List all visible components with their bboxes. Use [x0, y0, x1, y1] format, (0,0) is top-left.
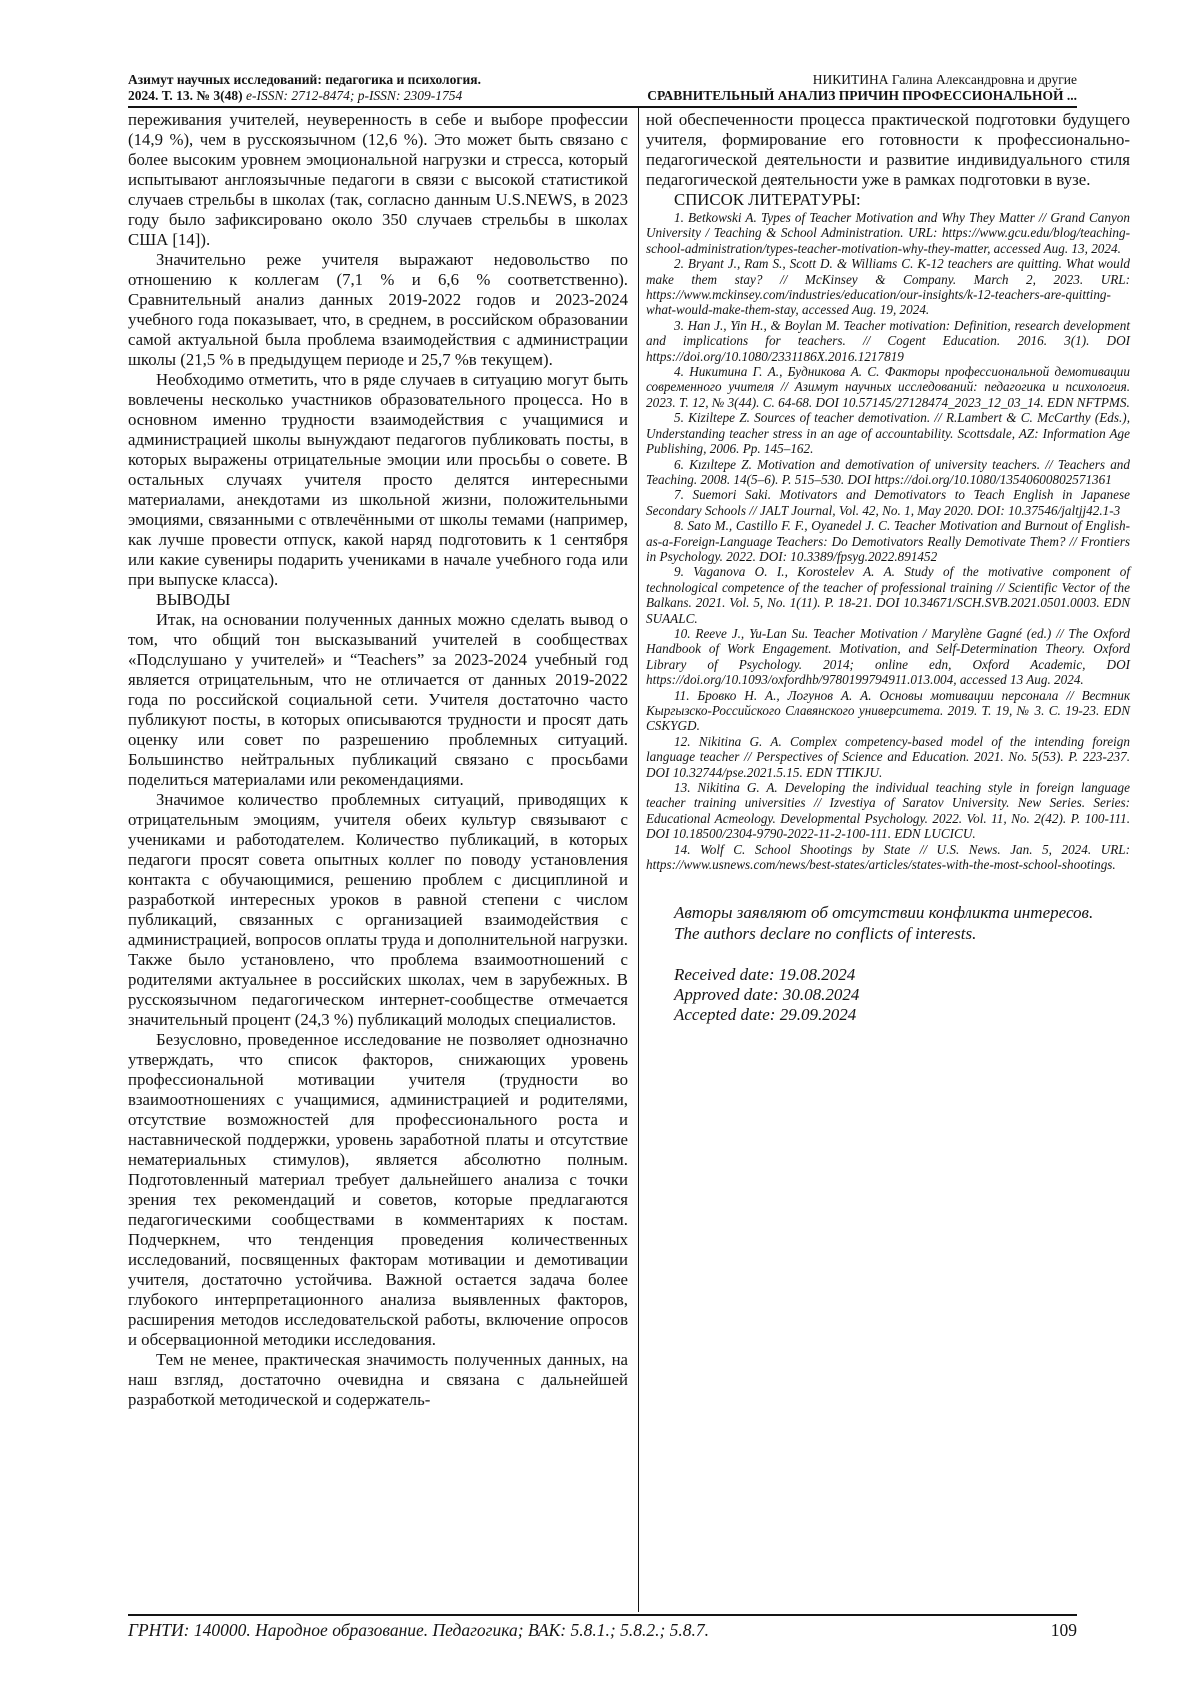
left-column [128, 110, 628, 1410]
article-title: СРАВНИТЕЛЬНЫЙ АНАЛИЗ ПРИЧИН ПРОФЕССИОНАЛЬНОЙ ... [647, 88, 1077, 103]
paragraph-3: Необходимо отметить, что в ряде случаев в ситуацию могут быть вовлечены несколько участников образовательного процесса. Но в основном именно трудности взаимодействия с учащимися и администрацией школы вынуждают педагогов публиковать посты, в которых выражены отрицательные эмоции или просьбы о совете. В остальных случаях учителя просто делятся интересными материалами, анекдотами из школьной жизни, положительными эмоциями, связанными с отвлечёнными от школы темами (например, как лучше провести отпуск, какой наряд подготовить к 1 сентября или какие сувениры подарить учениками в начале учебного года или при выпуске класса). [128, 370, 628, 589]
paragraph-5: Значимое количество проблемных ситуаций, приводящих к отрицательным эмоциям, учителя обеих культур связывают с учениками и работодателем. Количество публикаций, в которых педагоги просят совета опытных коллег по поводу установления контакта с обучающимися, решению проблем с дисциплиной и разработкой интересных уроков в равной степени с числом публикаций, связанных с организацией взаимодействия с администрацией, вопросов оплаты труда и дополнительной нагрузки. Также было установлено, что проблема взаимоотношений с родителями актуальнее в российских школах, чем в зарубежных. В русскоязычном педагогическом интернет-сообществе отмечается значительный процент (24,3 %) публикаций молодых специалистов. [128, 790, 628, 1029]
paragraph-1: переживания учителей, неуверенность в себе и выборе профессии (14,9 %), чем в русскоязычном (12,6 %). Это может быть связано с более высоким уровнем эмоциональной нагрузки и стресса, который испытывают англоязычные педагоги в связи с высокой статистикой случаев стрельбы в школах (так, согласно данным U.S.NEWS, в 2023 году было зафиксировано около 350 случаев стрельбы в школах США [14]). [128, 110, 628, 249]
journal-title: Азимут научных исследований: педагогика и психология. [128, 72, 481, 87]
article-authors: НИКИТИНА Галина Александровна и другие [812, 72, 1077, 87]
reference-item: 13. Nikitina G. A. Developing the individual teaching style in foreign language teacher training universities // Izvestiya of Saratov University. New Series. Series: Educational Acmeology. Developmental Psychology. 2022. Vol. 11, No. 2(42). P. 100-111. DOI 10.18500/2304-9790-2022-11-2-100-111. EDN LUCICU. [646, 780, 1130, 842]
column-divider [638, 108, 639, 1612]
references-list [646, 210, 1130, 872]
reference-item: 5. Kiziltepe Z. Sources of teacher demotivation. // R.Lambert & C. McCarthy (Eds.), Understanding teacher stress in an age of accountability. Scottsdale, AZ: Information Age Publishing, 2006. Pp. 145–162. [646, 410, 1130, 457]
paragraph-2: Значительно реже учителя выражают недовольство по отношению к коллегам (7,1 % и 6,6 % соответственно). Сравнительный анализ данных 2019-2022 годов и 2023-2024 учебного года показывает, что, в среднем, в российском образовании самой актуальной была проблема взаимодействия с администрации школы (21,5 % в предыдущем периоде и 25,7 %в текущем). [128, 250, 628, 369]
reference-item: 14. Wolf C. School Shootings by State // U.S. News. Jan. 5, 2024. URL: https://www.usnews.com/news/best-states/articles/states-with-the-most-school-shootings. [646, 841, 1130, 873]
references-heading: СПИСОК ЛИТЕРАТУРЫ: [674, 190, 861, 209]
reference-item: 12. Nikitina G. A. Complex competency-based model of the intending foreign language teacher // Perspectives of Science and Education. 2021. No. 5(53). P. 223-237. DOI 10.32744/pse.2021.5.15. EDN TTIKJU. [646, 733, 1130, 780]
article-dates [646, 965, 1130, 1025]
conflict-en: The authors declare no conflicts of interests. [674, 924, 977, 944]
reference-item: 11. Бровко Н. А., Логунов А. А. Основы мотивации персонала // Вестник Кыргызско-Российского Славянского университета. 2019. Т. 19, № 3. С. 19-23. EDN CSKYGD. [646, 687, 1130, 734]
reference-item: 10. Reeve J., Yu-Lan Su. Teacher Motivation / Marylène Gagné (ed.) // The Oxford Handbook of Work Engagement. Motivation, and Self-Determination Theory. Oxford Library of Psychology. 2014; online edn, Oxford Academic, DOI https://doi.org/10.1093/oxfordhb/9780199794911.013.004, accessed 13 Aug. 2024. [646, 625, 1130, 688]
accepted-date: Accepted date: 29.09.2024 [674, 1005, 857, 1025]
paragraph-4: Итак, на основании полученных данных можно сделать вывод о том, что общий тон высказываний учителей в сообществах «Подслушано у учителей» и “Teachers” за 2023-2024 учебный год является отрицательным, что не отличается от данных 2019-2022 года по российской социальной сети. Учителя достаточно часто публикуют посты, в которых описываются трудности и просят дать оценку или совет по разрешению проблемных ситуаций. Большинство нейтральных публикаций связано с просьбами поделиться материалами или рекомендациями. [128, 610, 628, 789]
header-divider [128, 106, 1077, 108]
conflict-statement [646, 902, 1130, 944]
approved-date: Approved date: 30.08.2024 [674, 985, 860, 1005]
footer-divider [128, 1614, 1077, 1616]
page-number: 109 [1050, 1620, 1077, 1640]
reference-item: 3. Han J., Yin H., & Boylan M. Teacher motivation: Definition, research development and implications for teachers. // Cogent Education. 2016. 3(1). DOI https://doi.org/10.1080/2331186X.2016.1217819 [646, 317, 1130, 364]
paragraph-continued: ной обеспеченности процесса практической подготовки будущего учителя, формирование его готовности к профессионально-педагогической деятельности и развитие индивидуального стиля педагогической деятельности уже в рамках подготовки в вузе. [646, 110, 1130, 189]
reference-item: 9. Vaganova O. I., Korostelev A. A. Study of the motivative component of technological competence of the teacher of professional training // Scientific Vector of the Balkans. 2021. Vol. 5, No. 1(11). P. 18-21. DOI 10.34671/SCH.SVB.2021.0501.0003. EDN SUAALC. [646, 564, 1130, 626]
reference-item: 7. Suemori Saki. Motivators and Demotivators to Teach English in Japanese Secondary Schools // JALT Journal, Vol. 42, No. 1, May 2020. DOI: 10.37546/jaltjj42.1-3 [646, 487, 1130, 518]
received-date: Received date: 19.08.2024 [674, 965, 856, 985]
reference-item: 8. Sato M., Castillo F. F., Oyanedel J. C. Teacher Motivation and Burnout of English-as-a-Foreign-Language Teachers: Do Demotivators Really Demotivate Them? // Frontiers in Psychology. 2022. DOI: 10.3389/fpsyg.2022.891452 [646, 518, 1130, 564]
paragraph-6: Безусловно, проведенное исследование не позволяет однозначно утверждать, что список факторов, снижающих уровень профессиональной мотивации учителя (трудности во взаимоотношениях с учащимися, администрацией и родителями, отсутствие возможностей для профессионального роста и наставнической поддержки, уровень заработной платы и отсутствие нематериальных стимулов), является абсолютно полным. Подготовленный материал требует дальнейшего анализа с точки зрения тех рекомендаций и советов, которые предлагаются педагогическими сообществами в комментариях к постам. Подчеркнем, что тенденция проведения количественных исследований, посвященных факторам мотивации и демотивации учителя, достаточно устойчива. Важной остается задача более глубокого интерпретационного анализа выявленных факторов, расширения методов исследовательской работы, включение опросов и обсервационной методики исследования. [128, 1030, 628, 1349]
right-column [646, 110, 1130, 1025]
issue-number: 2024. Т. 13. № 3(48) [128, 88, 243, 103]
reference-item: 2. Bryant J., Ram S., Scott D. & Williams C. K-12 teachers are quitting. What would make them stay? // McKinsey & Company. March 2, 2023. URL: https://www.mckinsey.com/industries/education/our-insights/k-12-teachers-are-quitting-what-would-make-them-stay, accessed Aug. 19, 2024. [646, 256, 1130, 318]
reference-item: 4. Никитина Г. А., Будникова А. С. Факторы профессиональной демотивации современного учителя // Азимут научных исследований: педагогика и психология. 2023. Т. 12, № 3(44). С. 64-68. DOI 10.57145/27128474_2023_12_03_14. EDN NFTPMS. [646, 364, 1130, 410]
article-header [517, 72, 1077, 104]
reference-item: 1. Betkowski A. Types of Teacher Motivation and Why They Matter // Grand Canyon University / Teaching & School Administration. URL: https://www.gcu.edu/blog/teaching-school-administration/types-teacher-motivation-why-they-matter, accessed Aug. 13, 2024. [646, 210, 1130, 256]
conflict-ru: Авторы заявляют об отсутствии конфликта интересов. [674, 903, 1094, 923]
issn: e-ISSN: 2712-8474; p-ISSN: 2309-1754 [242, 88, 463, 103]
reference-item: 6. Kızıltepe Z. Motivation and demotivation of university teachers. // Teachers and Teaching. 2008. 14(5–6). P. 515–530. DOI https://doi.org/10.1080/13540600802571361 [646, 456, 1130, 487]
conclusions-heading: ВЫВОДЫ [156, 590, 231, 609]
paragraph-7: Тем не менее, практическая значимость полученных данных, на наш взгляд, достаточно очевидна и связана с дальнейшей разработкой методической и содержатель- [128, 1350, 628, 1409]
footer-classification: ГРНТИ: 140000. Народное образование. Педагогика; ВАК: 5.8.1.; 5.8.2.; 5.8.7. [128, 1620, 710, 1640]
